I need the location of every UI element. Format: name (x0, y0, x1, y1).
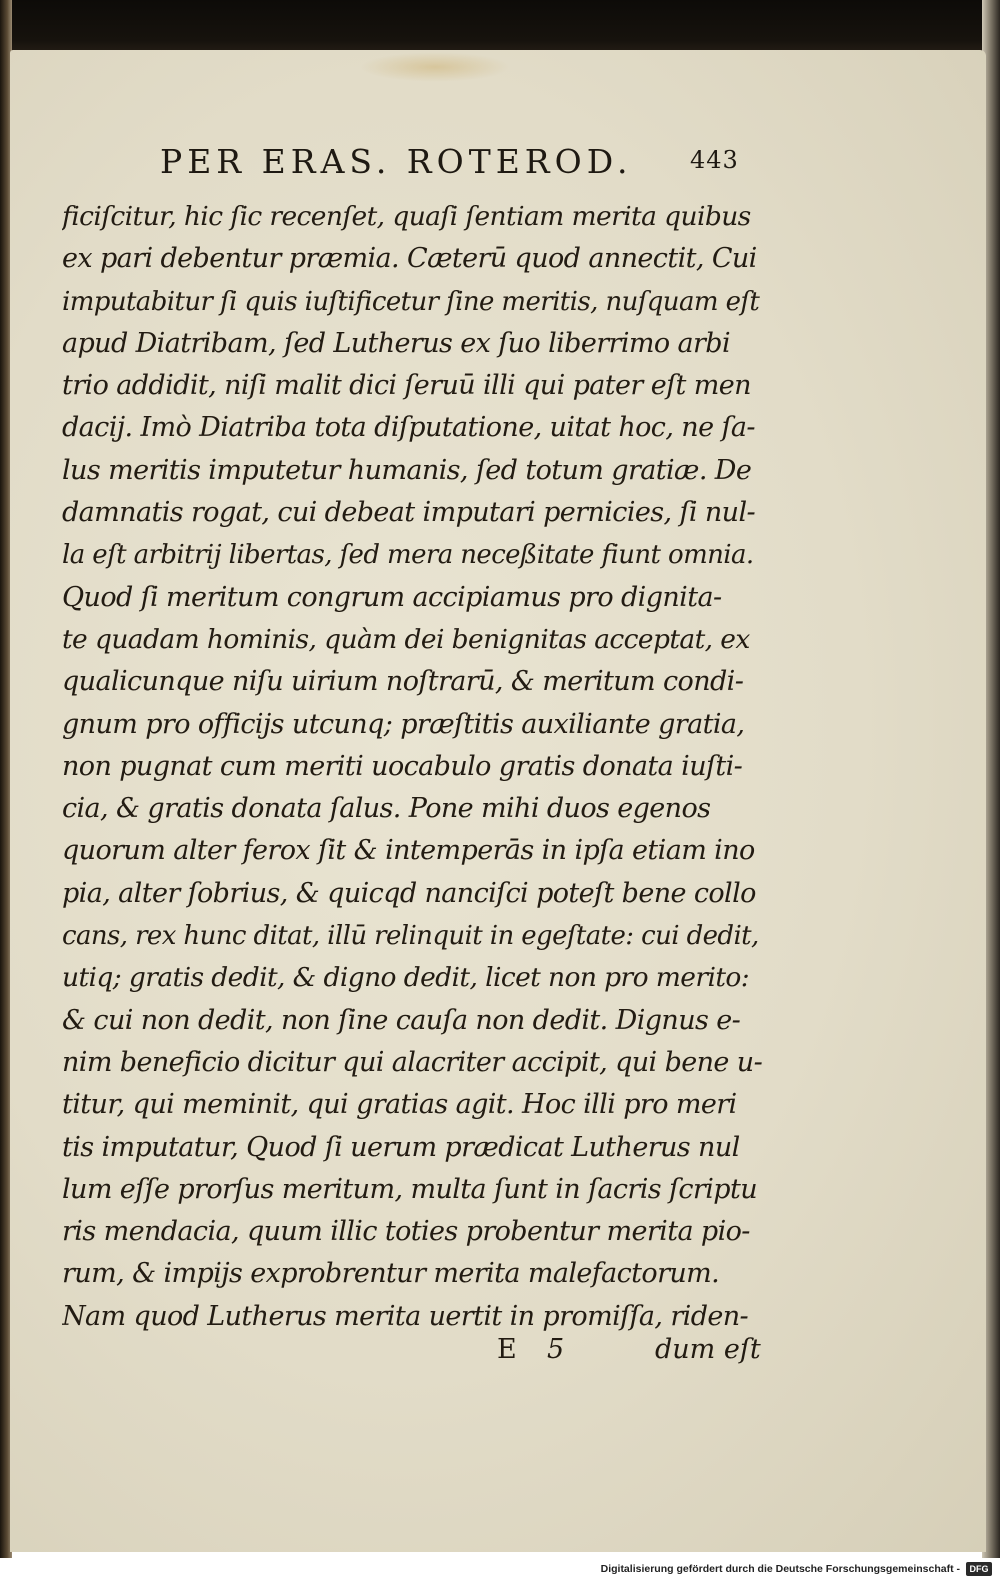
text-line: ex pari debentur præmia. Cæterū quod annectit, Cui (62, 243, 757, 275)
text-line: gnum pro officijs utcunq; præſtitis auxiliante gratia, (62, 708, 745, 740)
dfg-logo-icon: DFG (966, 1562, 992, 1576)
running-head-title: PER ERAS. ROTEROD. (160, 142, 633, 181)
signature-mark-number: 5 (547, 1334, 565, 1365)
text-line: imputabitur ſi quis iuſtificetur ſine meritis, nuſquam eſt (62, 286, 760, 317)
text-line: non pugnat cum meriti uocabulo gratis donata iuſti- (62, 750, 743, 782)
text-line: lus meritis imputetur humanis, ſed totum gratiæ. De (62, 454, 752, 486)
text-line: trio addidit, niſi malit dici ſeruū illi qui pater eſt men (62, 370, 751, 402)
text-line: dacij. Imò Diatriba tota diſputatione, uitat hoc, ne ſa- (62, 412, 755, 444)
text-line: lum eſſe prorſus meritum, multa ſunt in ſacris ſcriptu (62, 1173, 757, 1205)
text-line: quorum alter ferox ſit & intemperās in ipſa etiam ino (62, 835, 755, 867)
text-line: Quod ſi meritum congrum accipiamus pro dignita- (62, 581, 722, 613)
signature-mark-letter: E (497, 1334, 520, 1365)
text-line: qualicunque niſu uirium noſtrarū, & meritum condi- (62, 666, 744, 698)
text-line: titur, qui meminit, qui gratias agit. Hoc illi pro meri (62, 1089, 737, 1121)
text-line: apud Diatribam, ſed Lutherus ex ſuo liberrimo arbi (62, 327, 731, 359)
text-line: ficiſcitur, hic ſic recenſet, quaſi ſentiam merita quibus (62, 201, 751, 232)
page-number: 443 (690, 146, 739, 174)
text-line: & cui non dedit, non ſine cauſa non dedit. Dignus e- (62, 1004, 741, 1036)
text-line: cans, rex hunc ditat, illū relinquit in egeſtate: cui dedit, (62, 921, 759, 952)
catchword: dum eſt (655, 1334, 761, 1365)
text-line: utiq; gratis dedit, & digno dedit, licet non pro merito: (62, 962, 750, 994)
text-line: nim beneficio dicitur qui alacriter accipit, qui bene u- (62, 1046, 762, 1078)
text-line: la eſt arbitrij libertas, ſed mera neceßitate fiunt omnia. (62, 540, 754, 571)
text-line: tis imputatur, Quod ſi uerum prædicat Lutherus nul (62, 1131, 740, 1163)
text-line: te quadam hominis, quàm dei benignitas acceptat, ex (62, 623, 750, 655)
text-line: damnatis rogat, cui debeat imputari pernicies, ſi nul- (62, 497, 756, 529)
text-line: cia, & gratis donata ſalus. Pone mihi duos egenos (62, 793, 711, 825)
text-line: ris mendacia, quum illic toties probentur merita pio- (62, 1216, 750, 1248)
body-text (62, 196, 762, 1338)
text-line: Nam quod Lutherus merita uertit in promiſſa, riden- (62, 1300, 749, 1332)
digitization-credit: Digitalisierung gefördert durch die Deutsche Forschungsgemeinschaft - (600, 1563, 960, 1575)
text-line: rum, & impijs exprobrentur merita malefactorum. (62, 1258, 720, 1290)
text-line: pia, alter ſobrius, & quicqd nanciſci poteſt bene collo (62, 877, 756, 909)
running-head (160, 142, 760, 188)
paper-stain (360, 52, 510, 82)
